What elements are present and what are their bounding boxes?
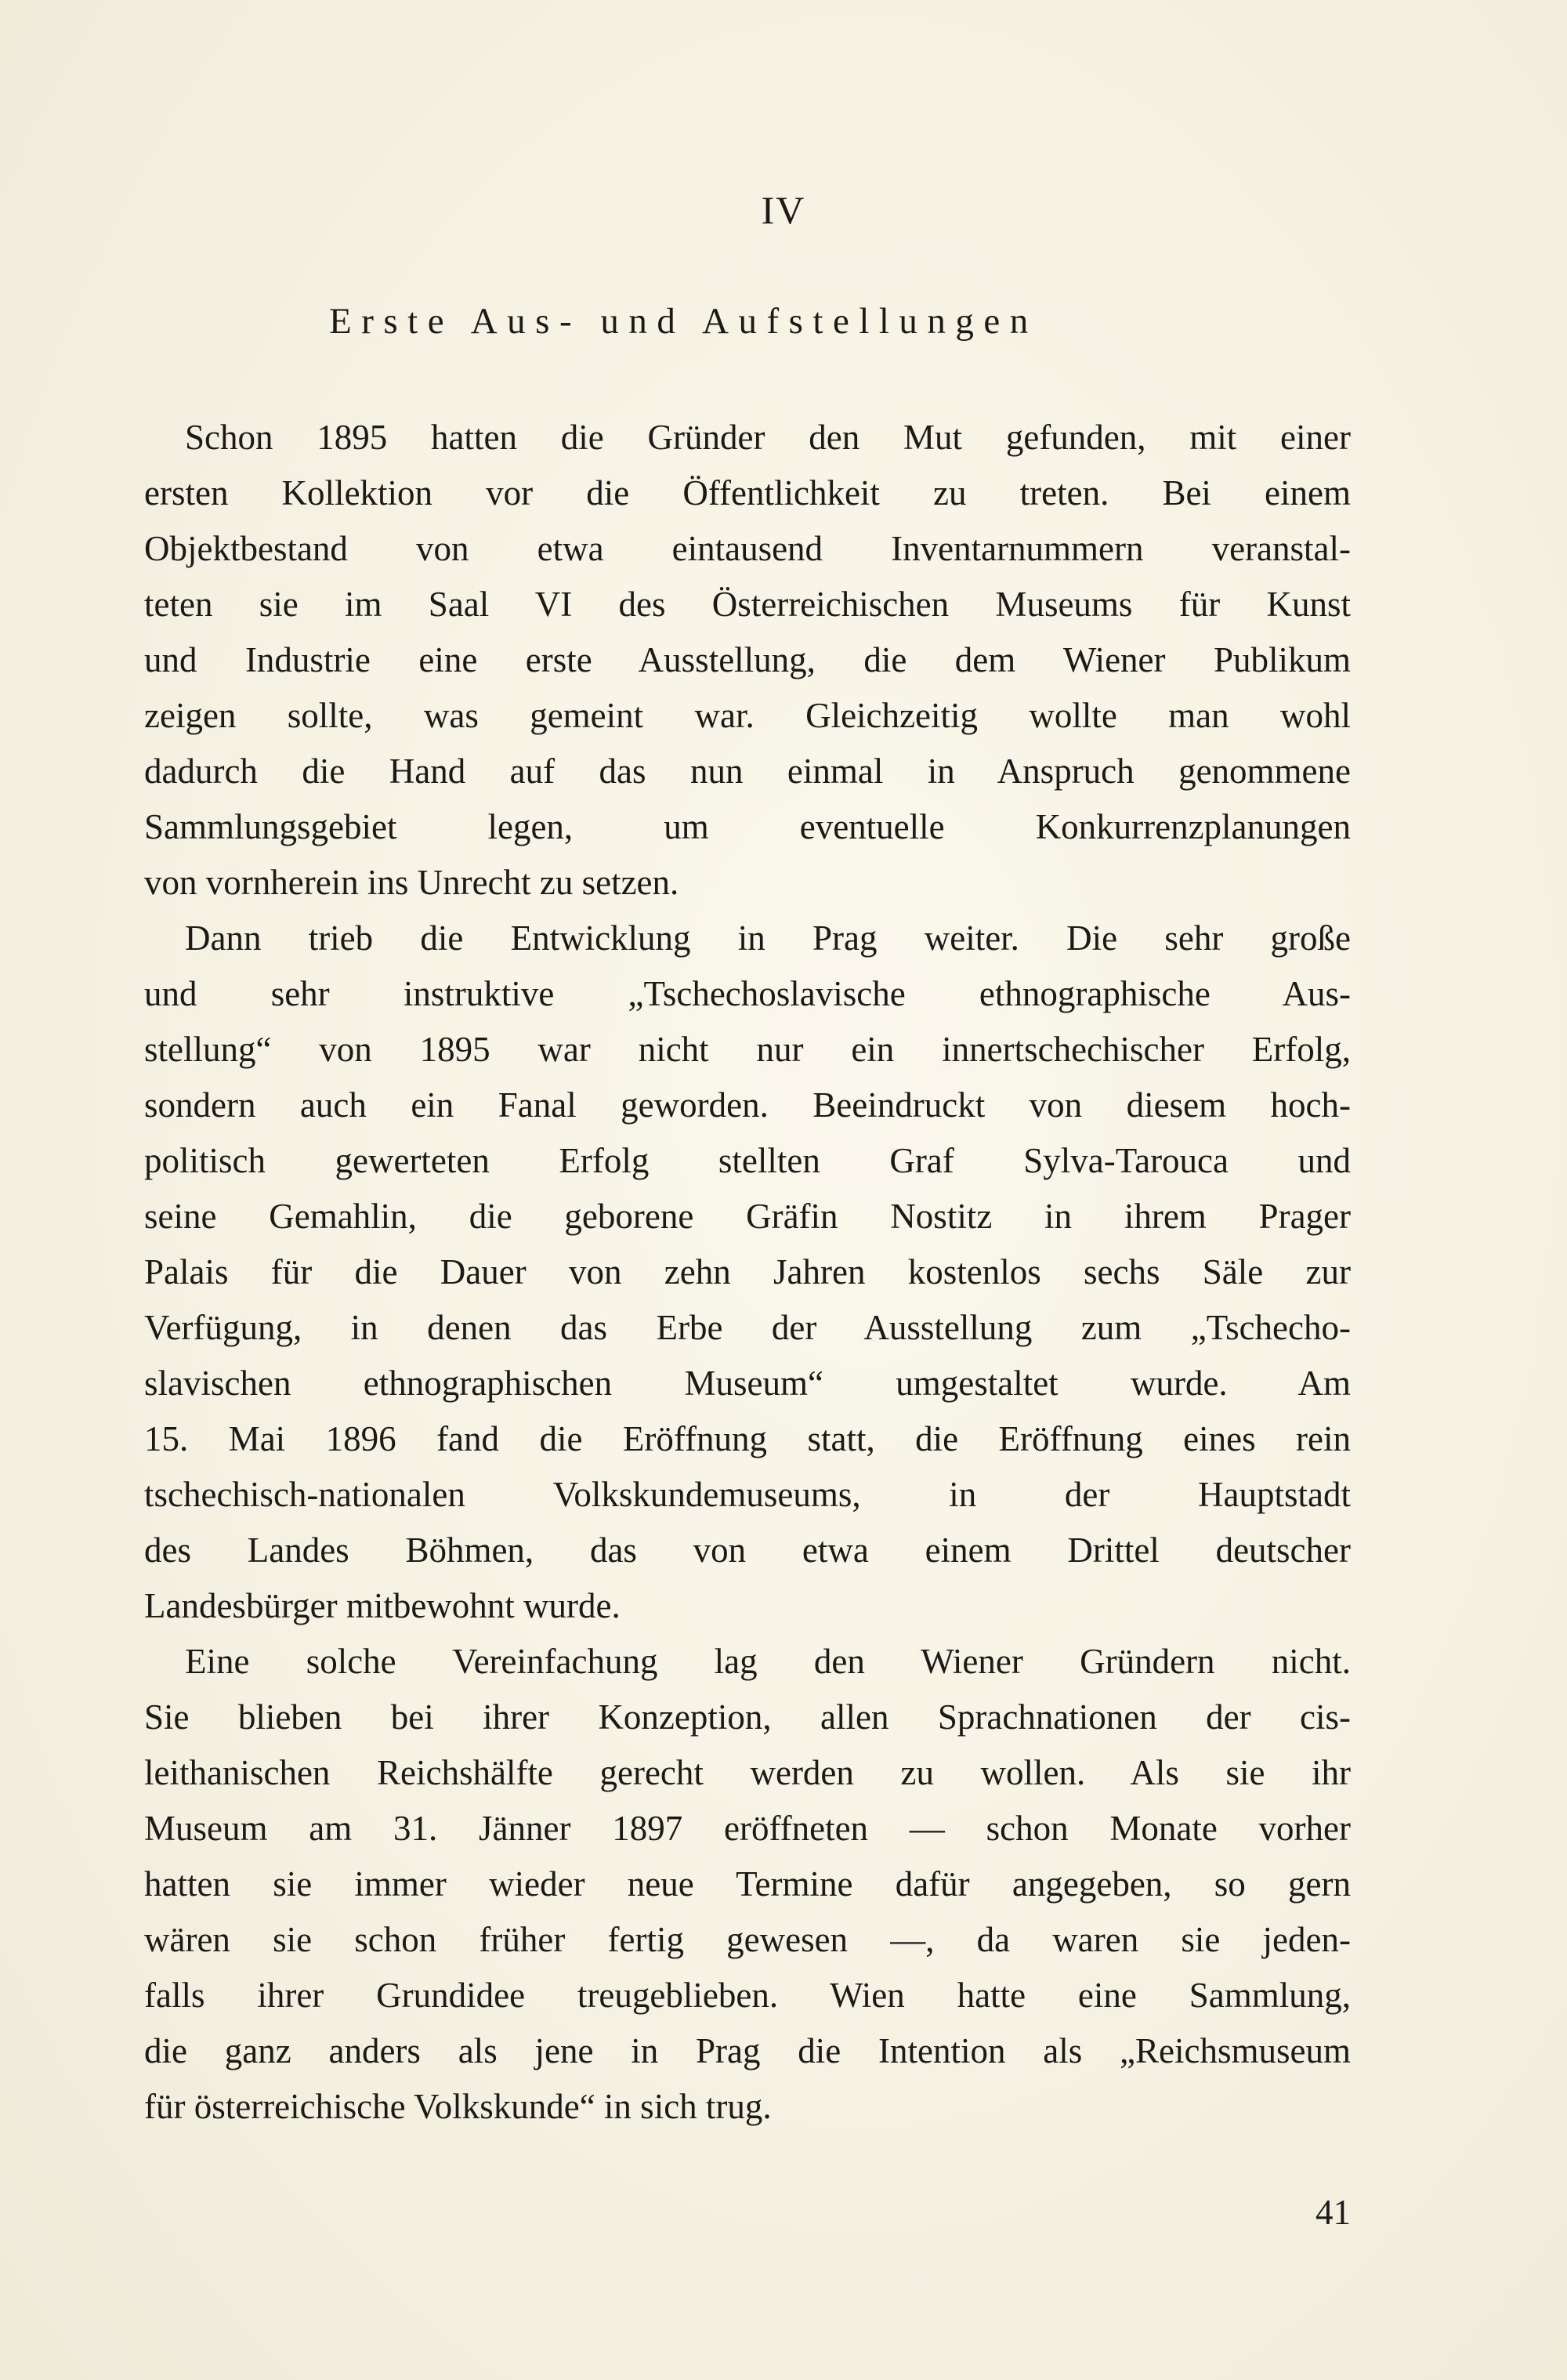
text-line: Objektbestand von etwa eintausend Inventarnummern veranstal- (144, 529, 1351, 568)
chapter-title: Erste Aus- und Aufstellungen (329, 301, 1038, 342)
text-line: des Landes Böhmen, das von etwa einem Drittel deutscher (144, 1531, 1351, 1570)
text-line: Landesbürger mitbewohnt wurde. (144, 1586, 621, 1625)
text-line: stellung“ von 1895 war nicht nur ein innertschechischer Erfolg, (144, 1030, 1351, 1069)
text-line: von vornherein ins Unrecht zu setzen. (144, 863, 679, 902)
text-line: tschechisch-nationalen Volkskundemuseums, in der Hauptstadt (144, 1475, 1351, 1514)
text-line: leithanischen Reichshälfte gerecht werden zu wollen. Als sie ihr (144, 1753, 1351, 1792)
text-line: für österreichische Volkskunde“ in sich trug. (144, 2087, 772, 2126)
text-line: Eine solche Vereinfachung lag den Wiener Gründern nicht. (185, 1642, 1351, 1681)
text-line: politisch gewerteten Erfolg stellten Graf Sylva-Tarouca und (144, 1141, 1351, 1180)
text-line: hatten sie immer wieder neue Termine dafür angegeben, so gern (144, 1864, 1351, 1904)
text-line: Verfügung, in denen das Erbe der Ausstellung zum „Tschecho- (144, 1308, 1351, 1347)
text-line: Palais für die Dauer von zehn Jahren kostenlos sechs Säle zur (144, 1252, 1351, 1291)
text-line: Schon 1895 hatten die Gründer den Mut gefunden, mit einer (185, 418, 1351, 457)
text-line: dadurch die Hand auf das nun einmal in Anspruch genommene (144, 752, 1351, 791)
text-line: slavischen ethnographischen Museum“ umgestaltet wurde. Am (144, 1364, 1351, 1403)
chapter-number: IV (761, 188, 806, 232)
text-line: Dann trieb die Entwicklung in Prag weiter. Die sehr große (185, 918, 1351, 958)
text-line: Sammlungsgebiet legen, um eventuelle Konkurrenzplanungen (144, 807, 1351, 846)
page-number: 41 (1315, 2193, 1351, 2232)
text-line: wären sie schon früher fertig gewesen —, da waren sie jeden- (144, 1920, 1351, 1959)
text-line: ersten Kollektion vor die Öffentlichkeit zu treten. Bei einem (144, 473, 1351, 513)
text-line: Sie blieben bei ihrer Konzeption, allen Sprachnationen der cis- (144, 1697, 1351, 1737)
text-line: teten sie im Saal VI des Österreichischen Museums für Kunst (144, 585, 1351, 624)
text-line: und Industrie eine erste Ausstellung, die dem Wiener Publikum (144, 640, 1351, 679)
text-line: sondern auch ein Fanal geworden. Beeindruckt von diesem hoch- (144, 1085, 1351, 1125)
text-line: Museum am 31. Jänner 1897 eröffneten — schon Monate vorher (144, 1809, 1351, 1848)
text-line: seine Gemahlin, die geborene Gräfin Nostitz in ihrem Prager (144, 1197, 1351, 1236)
text-line: zeigen sollte, was gemeint war. Gleichzeitig wollte man wohl (144, 696, 1351, 735)
text-line: 15. Mai 1896 fand die Eröffnung statt, die Eröffnung eines rein (144, 1419, 1351, 1458)
text-line: die ganz anders als jene in Prag die Intention als „Reichsmuseum (144, 2031, 1351, 2070)
text-line: falls ihrer Grundidee treugeblieben. Wien hatte eine Sammlung, (144, 1976, 1351, 2015)
text-line: und sehr instruktive „Tschechoslavische ethnographische Aus- (144, 974, 1351, 1013)
